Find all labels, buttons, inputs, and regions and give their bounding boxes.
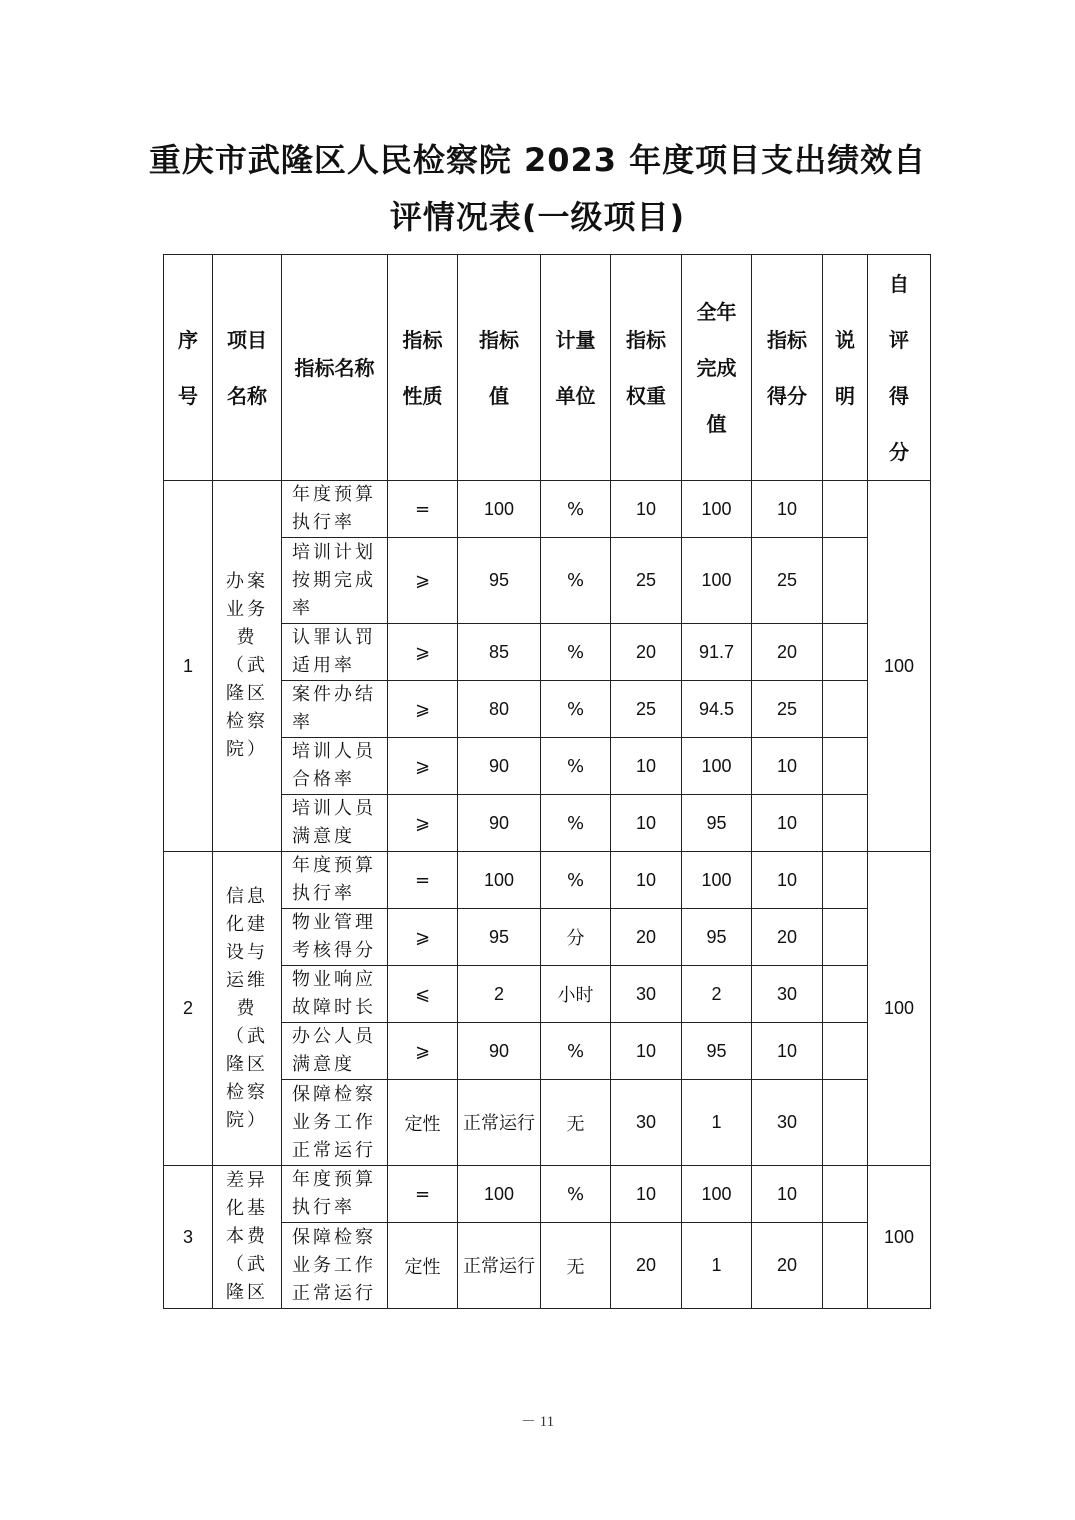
header-self-score: 自 评 得 分 [868, 255, 931, 481]
cell-seq: 2 [164, 852, 213, 1166]
cell-indicator-nature: ⩾ [388, 538, 458, 624]
cell-indicator-score: 20 [752, 1223, 823, 1309]
cell-indicator-nature: = [388, 481, 458, 538]
cell-annual-completion: 91.7 [682, 624, 752, 681]
cell-weight: 10 [611, 852, 682, 909]
cell-annual-completion: 100 [682, 852, 752, 909]
table-row [164, 852, 931, 909]
cell-indicator-value: 100 [458, 1166, 541, 1223]
header-weight: 指标 权重 [611, 255, 682, 481]
header-indicator-name: 指标名称 [282, 255, 388, 481]
cell-indicator-nature: ⩾ [388, 624, 458, 681]
cell-indicator-score: 10 [752, 738, 823, 795]
cell-description [823, 738, 868, 795]
cell-description [823, 1080, 868, 1166]
header-project-name: 项目 名称 [213, 255, 282, 481]
cell-indicator-score: 20 [752, 909, 823, 966]
cell-annual-completion: 100 [682, 481, 752, 538]
cell-indicator-nature: ⩽ [388, 966, 458, 1023]
cell-unit: 分 [541, 909, 611, 966]
cell-indicator-score: 10 [752, 1166, 823, 1223]
cell-indicator-score: 10 [752, 852, 823, 909]
cell-project-name: 办案 业务 费 （武 隆区 检察 院） [213, 481, 282, 852]
cell-indicator-name: 保障检察 业务工作 正常运行 [282, 1223, 388, 1309]
cell-unit: % [541, 852, 611, 909]
cell-indicator-value: 2 [458, 966, 541, 1023]
cell-description [823, 852, 868, 909]
cell-indicator-score: 30 [752, 1080, 823, 1166]
cell-self-score: 100 [868, 481, 931, 852]
cell-annual-completion: 100 [682, 538, 752, 624]
cell-unit: % [541, 481, 611, 538]
table-body [164, 481, 931, 1309]
page-number: － 11 [520, 1414, 555, 1430]
cell-indicator-value: 90 [458, 738, 541, 795]
cell-description [823, 1223, 868, 1309]
cell-indicator-value: 正常运行 [458, 1080, 541, 1166]
cell-indicator-value: 95 [458, 909, 541, 966]
cell-indicator-name: 物业响应 故障时长 [282, 966, 388, 1023]
cell-indicator-value: 正常运行 [458, 1223, 541, 1309]
cell-indicator-value: 100 [458, 481, 541, 538]
table-row [164, 481, 931, 538]
cell-annual-completion: 94.5 [682, 681, 752, 738]
cell-indicator-value: 80 [458, 681, 541, 738]
header-seq: 序 号 [164, 255, 213, 481]
cell-indicator-nature: ⩾ [388, 738, 458, 795]
header-row [164, 255, 931, 481]
cell-indicator-name: 培训人员 合格率 [282, 738, 388, 795]
cell-unit: % [541, 1166, 611, 1223]
cell-indicator-name: 年度预算 执行率 [282, 481, 388, 538]
cell-description [823, 966, 868, 1023]
cell-weight: 25 [611, 538, 682, 624]
cell-indicator-name: 认罪认罚 适用率 [282, 624, 388, 681]
table-row [164, 1166, 931, 1223]
cell-indicator-nature: ⩾ [388, 795, 458, 852]
cell-indicator-score: 20 [752, 624, 823, 681]
cell-indicator-score: 10 [752, 795, 823, 852]
cell-indicator-name: 年度预算 执行率 [282, 852, 388, 909]
performance-table [163, 254, 931, 1309]
cell-indicator-nature: ⩾ [388, 1023, 458, 1080]
cell-seq: 3 [164, 1166, 213, 1309]
cell-unit: 无 [541, 1080, 611, 1166]
cell-weight: 10 [611, 795, 682, 852]
cell-indicator-name: 培训人员 满意度 [282, 795, 388, 852]
cell-weight: 30 [611, 966, 682, 1023]
cell-weight: 10 [611, 738, 682, 795]
cell-indicator-value: 95 [458, 538, 541, 624]
cell-weight: 10 [611, 1166, 682, 1223]
cell-indicator-value: 90 [458, 795, 541, 852]
header-indicator-score: 指标 得分 [752, 255, 823, 481]
cell-weight: 20 [611, 624, 682, 681]
cell-unit: % [541, 681, 611, 738]
cell-indicator-name: 案件办结 率 [282, 681, 388, 738]
cell-indicator-nature: 定性 [388, 1223, 458, 1309]
cell-indicator-score: 30 [752, 966, 823, 1023]
cell-annual-completion: 100 [682, 1166, 752, 1223]
cell-weight: 10 [611, 1023, 682, 1080]
cell-indicator-name: 物业管理 考核得分 [282, 909, 388, 966]
cell-indicator-name: 办公人员 满意度 [282, 1023, 388, 1080]
cell-description [823, 1166, 868, 1223]
header-unit: 计量 单位 [541, 255, 611, 481]
cell-unit: % [541, 538, 611, 624]
cell-description [823, 624, 868, 681]
cell-indicator-score: 25 [752, 538, 823, 624]
cell-weight: 30 [611, 1080, 682, 1166]
cell-weight: 20 [611, 909, 682, 966]
cell-self-score: 100 [868, 852, 931, 1166]
cell-annual-completion: 1 [682, 1223, 752, 1309]
page-title-line-1: 重庆市武隆区人民检察院 2023 年度项目支出绩效自 [148, 141, 927, 179]
cell-indicator-name: 培训计划 按期完成 率 [282, 538, 388, 624]
cell-annual-completion: 1 [682, 1080, 752, 1166]
cell-indicator-name: 保障检察 业务工作 正常运行 [282, 1080, 388, 1166]
cell-annual-completion: 2 [682, 966, 752, 1023]
cell-description [823, 1023, 868, 1080]
page-title-line-2: 评情况表(一级项目) [389, 198, 686, 236]
header-indicator-nature: 指标 性质 [388, 255, 458, 481]
cell-weight: 20 [611, 1223, 682, 1309]
cell-unit: % [541, 795, 611, 852]
cell-indicator-nature: 定性 [388, 1080, 458, 1166]
cell-annual-completion: 100 [682, 738, 752, 795]
cell-indicator-value: 85 [458, 624, 541, 681]
cell-project-name: 差异 化基 本费 （武 隆区 [213, 1166, 282, 1309]
cell-description [823, 795, 868, 852]
cell-project-name: 信息 化建 设与 运维 费 （武 隆区 检察 院） [213, 852, 282, 1166]
cell-description [823, 909, 868, 966]
cell-indicator-nature: ⩾ [388, 681, 458, 738]
cell-unit: % [541, 624, 611, 681]
cell-seq: 1 [164, 481, 213, 852]
cell-unit: % [541, 738, 611, 795]
cell-weight: 25 [611, 681, 682, 738]
cell-indicator-score: 25 [752, 681, 823, 738]
cell-indicator-nature: = [388, 1166, 458, 1223]
cell-indicator-value: 100 [458, 852, 541, 909]
cell-indicator-score: 10 [752, 1023, 823, 1080]
cell-unit: % [541, 1023, 611, 1080]
header-indicator-value: 指标 值 [458, 255, 541, 481]
cell-unit: 无 [541, 1223, 611, 1309]
cell-annual-completion: 95 [682, 909, 752, 966]
cell-indicator-nature: ⩾ [388, 909, 458, 966]
cell-indicator-score: 10 [752, 481, 823, 538]
cell-unit: 小时 [541, 966, 611, 1023]
cell-description [823, 481, 868, 538]
cell-weight: 10 [611, 481, 682, 538]
cell-self-score: 100 [868, 1166, 931, 1309]
header-description: 说 明 [823, 255, 868, 481]
cell-annual-completion: 95 [682, 795, 752, 852]
cell-indicator-name: 年度预算 执行率 [282, 1166, 388, 1223]
cell-indicator-value: 90 [458, 1023, 541, 1080]
cell-description [823, 681, 868, 738]
cell-description [823, 538, 868, 624]
header-annual-completion: 全年 完成 值 [682, 255, 752, 481]
cell-indicator-nature: = [388, 852, 458, 909]
cell-annual-completion: 95 [682, 1023, 752, 1080]
